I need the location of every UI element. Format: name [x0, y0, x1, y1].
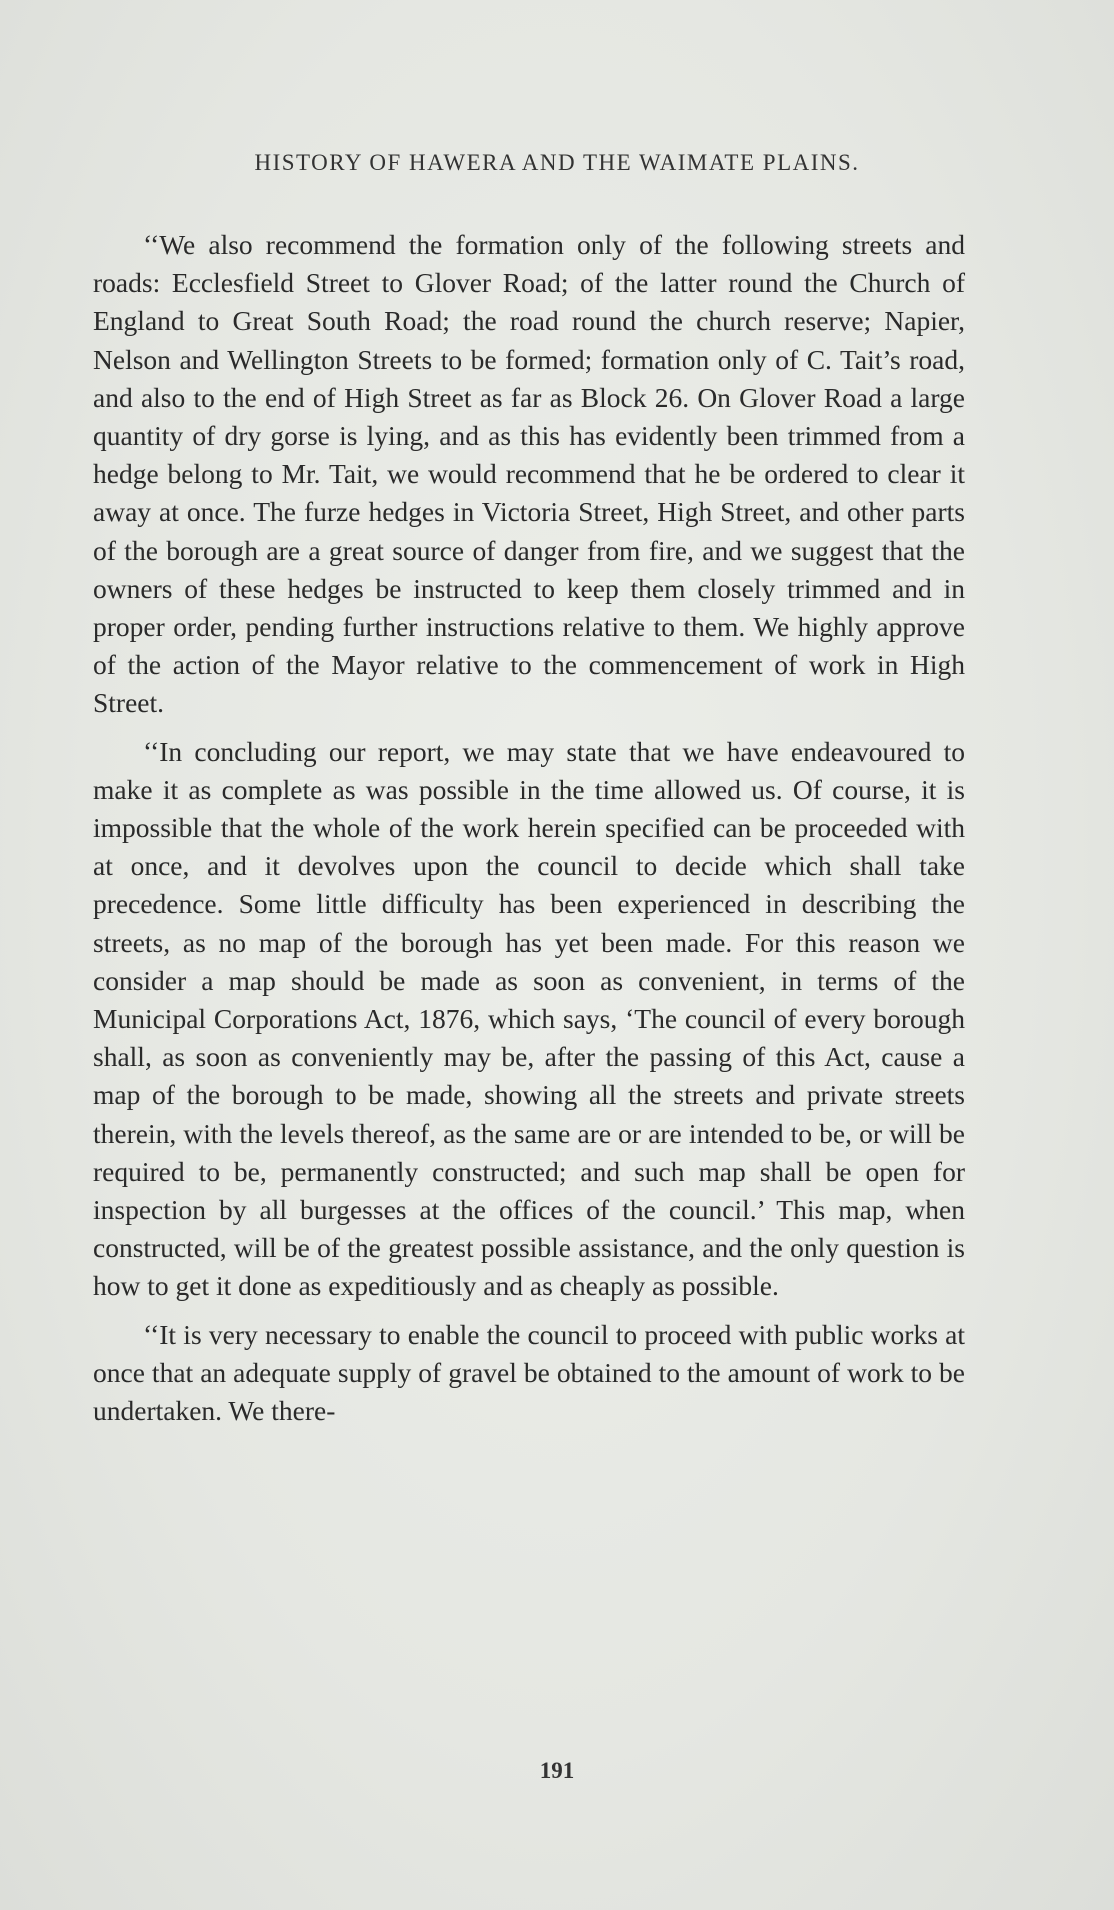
paragraph-concluding-report: ‘‘In concluding our report, we may state that we have endeavoured to make it as complete as was possible in the time allowed us. Of course, it is impossible that the whole of the work herein specified can be proceeded with at once, and it devolves upon the council to decide which shall take precedence. Some little difficulty has been experienced in describing the streets, as no map of the borough has yet been made. For this reason we consider a map should be made as soon as convenient, in terms of the Municipal Corporations Act, 1876, which says, ‘The council of every borough shall, as soon as conveniently may be, after the passing of this Act, cause a map of the borough to be made, showing all the streets and private streets therein, with the levels thereof, as the same are or are intended to be, or will be required to be, permanently constructed; and such map shall be open for inspection by all burgesses at the offices of the council.’ This map, when constructed, will be of the greatest possible assistance, and the only question is how to get it done as expeditiously and as cheaply as possible.: [93, 735, 965, 1302]
paragraph-recommendations: ‘‘We also recommend the formation only of the following streets and roads: Ecclesfield Street to Glover Road; of the latter round the Church of England to Great South Road; the road round the church reserve; Napier, Nelson and Wellington Streets to be formed; formation only of C. Tait’s road, and also to the end of High Street as far as Block 26. On Glover Road a large quantity of dry gorse is lying, and as this has evidently been trimmed from a hedge belong to Mr. Tait, we would recommend that he be ordered to clear it away at once. The furze hedges in Victoria Street, High Street, and other parts of the borough are a great source of danger from fire, and we suggest that the owners of these hedges be instructed to keep them closely trimmed and in proper order, pending further instructions relative to them. We highly approve of the action of the Mayor relative to the commencement of work in High Street.: [93, 229, 965, 719]
running-head: HISTORY OF HAWERA AND THE WAIMATE PLAINS.: [254, 150, 860, 175]
paragraph-gravel-supply: ‘‘It is very necessary to enable the council to proceed with public works at once that an adequate supply of gravel be obtained to the amount of work to be undertaken. We there-: [93, 1318, 965, 1427]
body-text: [93, 226, 965, 1440]
page-number: 191: [539, 1758, 575, 1783]
